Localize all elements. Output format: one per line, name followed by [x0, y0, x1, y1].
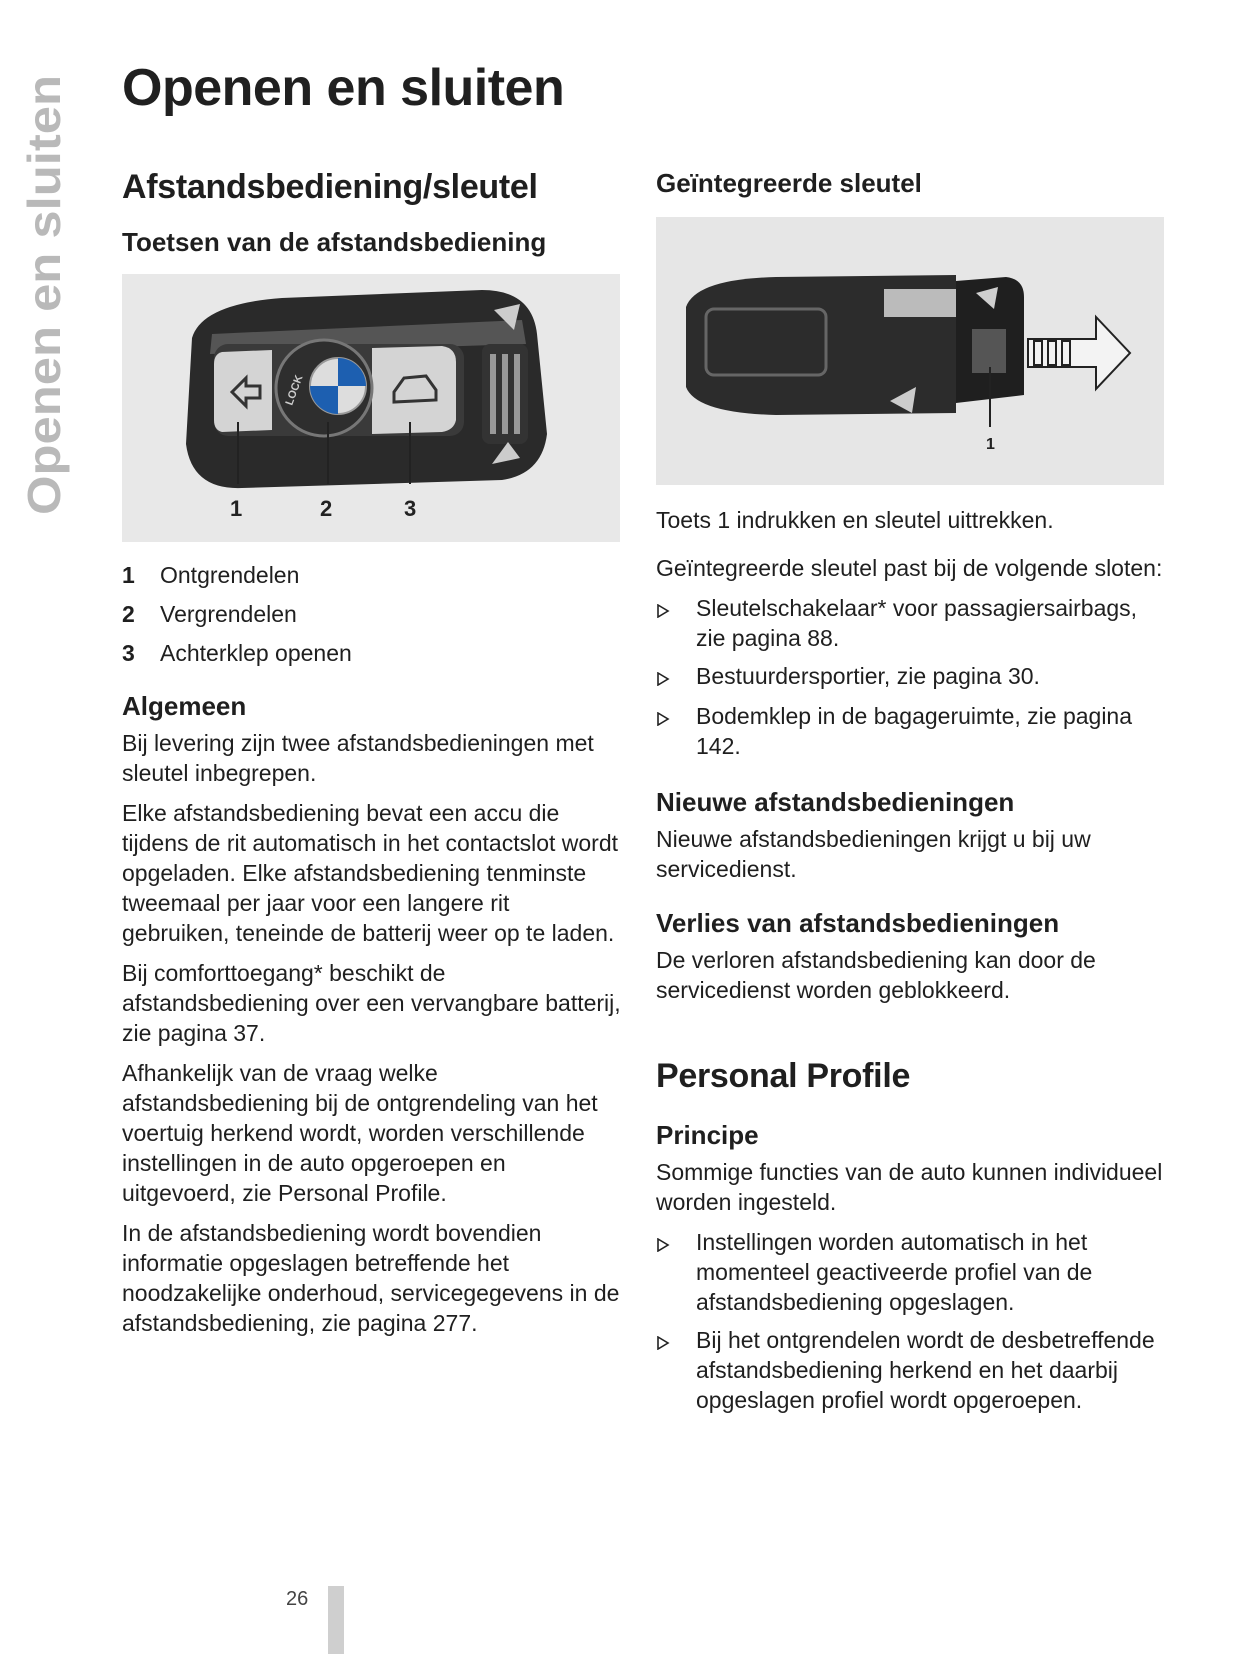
item-number: 1: [122, 562, 135, 588]
triangle-bullet-icon: [656, 1325, 696, 1415]
side-tab-graphic: [22, 60, 72, 520]
list-item: [122, 556, 622, 595]
lost-remotes-text: De verloren afstandsbediening kan door de servicedienst worden geblokkeerd.: [656, 947, 1096, 1003]
callout-3: 3: [404, 496, 417, 521]
fits-intro-text: Geïntegreerde sleutel past bij de volgende sloten:: [656, 555, 1163, 581]
item-label: Achterklep openen: [160, 640, 352, 666]
page-number-bar: [328, 1586, 344, 1654]
lock-label: LOCK: [283, 373, 306, 408]
section-heading-remote: Afstandsbediening/sleutel: [122, 168, 538, 206]
page-title: Openen en sluiten: [122, 59, 565, 117]
subheading-remote-buttons: Toetsen van de afstandsbediening: [122, 227, 547, 257]
side-tab-text: Openen en sluiten: [22, 116, 70, 515]
paragraph: Afhankelijk van de vraag welke afstandsbediening bij de ontgrendeling van het voertuig herkend wordt, worden verschillende instellingen in de auto opgeroepen en uitgevoerd, zie Personal Profile.: [122, 1060, 598, 1206]
fits-list: [656, 593, 1168, 761]
heading-general: Algemeen: [122, 691, 247, 721]
list-item-text: Instellingen worden automatisch in het momenteel geactiveerde profiel van de afstandsbediening opgeslagen.: [696, 1229, 1093, 1315]
list-item-text: Bij het ontgrendelen wordt de desbetreffende afstandsbediening herkend en het daarbij opgeslagen profiel wordt opgeroepen.: [696, 1327, 1155, 1413]
principle-text: Sommige functies van de auto kunnen individueel worden ingesteld.: [656, 1159, 1163, 1215]
list-item: [656, 661, 1168, 693]
page-number: 26: [286, 1588, 309, 1610]
item-label: Vergrendelen: [160, 601, 297, 627]
heading-integrated-key: Geïntegreerde sleutel: [656, 168, 922, 198]
list-item: [656, 1325, 1168, 1415]
paragraph: In de afstandsbediening wordt bovendien informatie opgeslagen betreffende het noodzakelijke onderhoud, servicegegevens in de afstandsbediening, zie pagina 277.: [122, 1220, 620, 1336]
integrated-key-illustration: [656, 217, 1164, 485]
button-legend-list: [122, 556, 622, 673]
callout-1: 1: [986, 436, 995, 453]
remote-key-figure: [122, 274, 620, 542]
paragraph: Bij levering zijn twee afstandsbedieningen met sleutel inbegrepen.: [122, 730, 594, 786]
item-label: Ontgrendelen: [160, 562, 300, 588]
paragraph: Bij comforttoegang* beschikt de afstandsbediening over een vervangbare batterij, zie pagina 37.: [122, 960, 621, 1046]
list-item: [122, 634, 622, 673]
integrated-key-figure: [656, 217, 1164, 485]
item-number: 2: [122, 601, 135, 627]
item-number: 3: [122, 640, 135, 666]
list-item: [122, 595, 622, 634]
heading-personal-profile: Personal Profile: [656, 1057, 911, 1095]
right-column: [656, 168, 1168, 1425]
heading-principle: Principe: [656, 1120, 759, 1150]
side-tab: [22, 60, 72, 520]
list-item: [656, 593, 1168, 653]
instruction-text: Toets 1 indrukken en sleutel uittrekken.: [656, 507, 1054, 533]
triangle-bullet-icon: [656, 593, 696, 653]
list-item-text: Bestuurdersportier, zie pagina 30.: [696, 663, 1040, 689]
remote-key-illustration: [122, 274, 620, 542]
list-item: [656, 1227, 1168, 1317]
triangle-bullet-icon: [656, 701, 696, 761]
triangle-bullet-icon: [656, 1227, 696, 1317]
new-remotes-text: Nieuwe afstandsbedieningen krijgt u bij uw servicedienst.: [656, 826, 1091, 882]
list-item-text: Sleutelschakelaar* voor passagiersairbags, zie pagina 88.: [696, 595, 1138, 651]
principle-list: [656, 1227, 1168, 1415]
triangle-bullet-icon: [656, 661, 696, 693]
paragraph: Elke afstandsbediening bevat een accu die tijdens de rit automatisch in het contactslot wordt opgeladen. Elke afstandsbediening tenminste tweemaal per jaar voor een langere rit gebruiken, teneinde de batterij weer op te laden.: [122, 800, 619, 946]
callout-1: 1: [230, 496, 243, 521]
left-column: [122, 168, 622, 1348]
list-item-text: Bodemklep in de bagageruimte, zie pagina 142.: [696, 703, 1133, 759]
heading-lost-remotes: Verlies van afstandsbedieningen: [656, 908, 1060, 938]
callout-2: 2: [320, 496, 333, 521]
heading-new-remotes: Nieuwe afstandsbedieningen: [656, 787, 1015, 817]
list-item: [656, 701, 1168, 761]
